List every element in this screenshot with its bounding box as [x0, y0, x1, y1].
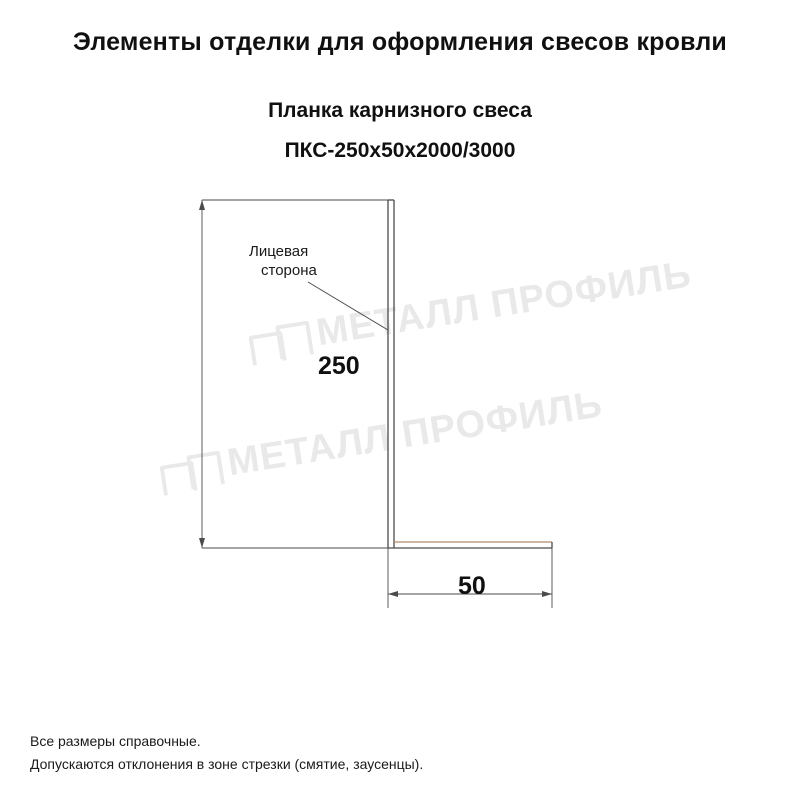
arrow-right-icon	[542, 591, 552, 597]
leader-line-face	[308, 282, 388, 330]
watermark-text: МЕТАЛЛ ПРОФИЛЬ	[313, 253, 695, 355]
technical-drawing	[160, 170, 640, 630]
face-side-label-line2: сторона	[261, 262, 317, 279]
footnote-line-1: Все размеры справочные.	[30, 733, 201, 749]
page-title: Элементы отделки для оформления свесов кровли	[73, 28, 727, 56]
dimension-width-value: 50	[458, 572, 486, 600]
arrow-left-icon	[388, 591, 398, 597]
product-code: ПКС-250x50x2000/3000	[284, 139, 516, 162]
footnotes	[30, 730, 423, 776]
footnote-line-2: Допускаются отклонения в зоне стрезки (смятие, заусенцы).	[30, 756, 424, 772]
arrow-up-icon	[199, 200, 205, 210]
face-side-label-line1: Лицевая	[249, 243, 309, 260]
watermark-text: МЕТАЛЛ ПРОФИЛЬ	[224, 383, 606, 485]
arrow-down-icon	[199, 538, 205, 548]
dimension-height-value: 250	[318, 352, 360, 380]
product-title: Планка карнизного свеса	[268, 99, 532, 122]
